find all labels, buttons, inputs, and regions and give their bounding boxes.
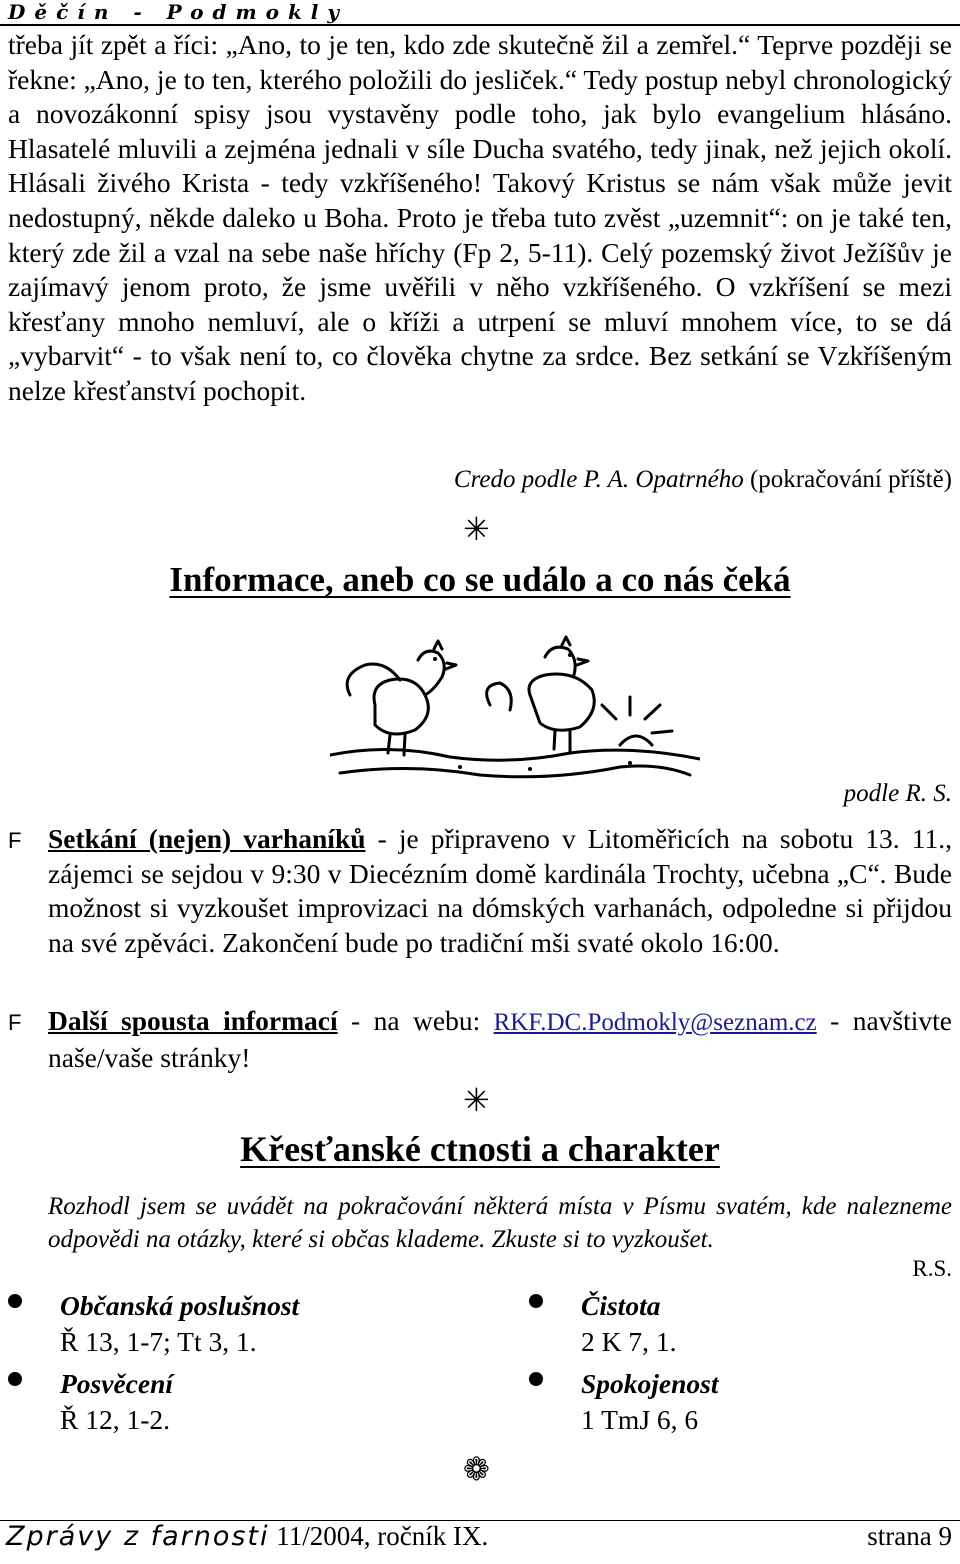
news-item-text xyxy=(48,1004,952,1075)
ornament-star-icon: ✳ xyxy=(463,1082,490,1118)
bullet-dot-icon xyxy=(529,1372,543,1386)
virtue-reference: 1 TmJ 6, 6 xyxy=(581,1404,699,1435)
bullet-marker-icon: F xyxy=(8,828,22,853)
ornament-star-icon: ✳ xyxy=(463,511,490,547)
virtues-intro: Rozhodl jsem se uvádět na pokračování některá místa v Písmu svatém, kde nalezneme odpovědi na otázky, které si občas klademe. Zkuste si to vyzkoušet. xyxy=(48,1193,952,1253)
bullet-dot-icon xyxy=(8,1294,22,1308)
virtue-reference: Ř 13, 1-7; Tt 3, 1. xyxy=(60,1326,257,1357)
ornament-flower-icon: ❁ xyxy=(463,1451,490,1487)
virtues-signature: R.S. xyxy=(912,1256,952,1281)
news-item-body: - je připraveno v Litoměřicích na sobotu 13. 11., zájemci se sejdou v 9:30 v Diecézním domě kardinála Trochty, učebna „C“. Bude možnost si vyzkoušet improvizaci na dómských varhanách, odpoledne si přijdou na své zpěváci. Zakončení bude po tradiční mši svaté okolo 16:00. xyxy=(48,823,952,958)
footer-page-number: strana 9 xyxy=(867,1521,952,1551)
credo-source: Credo podle P. A. Opatrného xyxy=(453,466,744,493)
virtue-reference: Ř 12, 1-2. xyxy=(60,1404,170,1435)
news-item-text xyxy=(48,822,952,960)
virtue-item xyxy=(581,1288,677,1360)
virtue-name: Čistota xyxy=(581,1290,661,1321)
footer-publication-name: Zprávy z farnosti xyxy=(6,1521,270,1552)
news-item-body-after: - navštivte naše/vaše stránky! xyxy=(48,1005,952,1073)
hens-illustration xyxy=(330,635,700,783)
section-heading-info: Informace, aneb co se událo a co nás čeká xyxy=(169,560,791,599)
bullet-marker-icon: F xyxy=(8,1010,22,1035)
section-heading-virtues: Křesťanské ctnosti a charakter xyxy=(240,1129,720,1169)
header-rule xyxy=(0,24,960,26)
email-link[interactable]: RKF.DC.Podmokly@seznam.cz xyxy=(493,1009,817,1036)
image-credit: podle R. S. xyxy=(843,780,952,807)
bullet-dot-icon xyxy=(8,1372,22,1386)
news-item-body-before: - na webu: xyxy=(337,1005,494,1036)
news-item-title: Další spousta informací xyxy=(48,1005,338,1036)
credo-continuation: (pokračování příště) xyxy=(749,466,952,493)
virtue-item xyxy=(581,1366,719,1438)
virtue-name: Posvěcení xyxy=(60,1368,174,1399)
news-item-title: Setkání (nejen) varhaníků xyxy=(48,823,366,854)
virtue-reference: 2 K 7, 1. xyxy=(581,1326,677,1357)
virtue-item xyxy=(60,1288,299,1360)
news-item-organists xyxy=(8,822,952,960)
intro-paragraph: třeba jít zpět a říci: „Ano, to je ten, kdo zde skutečně žil a zemřel.“ Teprve později se řekne: „Ano, je to ten, kterého položili do jesliček.“ Tedy postup nebyl chronologický a novozákonní spisy jsou vystavěny podle toho, jak bylo evangelium hlásáno. Hlasatelé mluvili a zejména jednali v síle Ducha svatého, tedy jinak, než jejich okolí. Hlásali živého Krista - tedy vzkříšeného! Takový Kristus se nám však může jevit nedostupný, někde daleko u Boha. Proto je třeba tuto zvěst „uzemnit“: on je také ten, který zde žil a vzal na sebe naše hříchy (Fp 2, 5-11). Celý pozemský život Ježíšův je zajímavý jenom proto, že jsme uvěřili v něho vzkříšeného. O vzkříšení se mezi křesťany mnoho nemluví, ale o kříži a utrpení se mluví mnohem více, to se dá „vybarvit“ - to však není to, co člověka chytne za srdce. Bez setkání se Vzkříšeným nelze křesťanství pochopit. xyxy=(8,29,952,406)
virtue-item xyxy=(60,1366,173,1438)
news-item-web xyxy=(8,1004,952,1075)
footer-publication xyxy=(6,1521,488,1552)
footer-issue: 11/2004, ročník IX. xyxy=(269,1521,489,1551)
running-header: Děčín - Podmokly xyxy=(8,0,349,24)
virtue-name: Občanská poslušnost xyxy=(60,1290,300,1321)
bullet-dot-icon xyxy=(529,1294,543,1308)
credo-attribution xyxy=(454,466,952,494)
virtue-name: Spokojenost xyxy=(581,1368,719,1399)
